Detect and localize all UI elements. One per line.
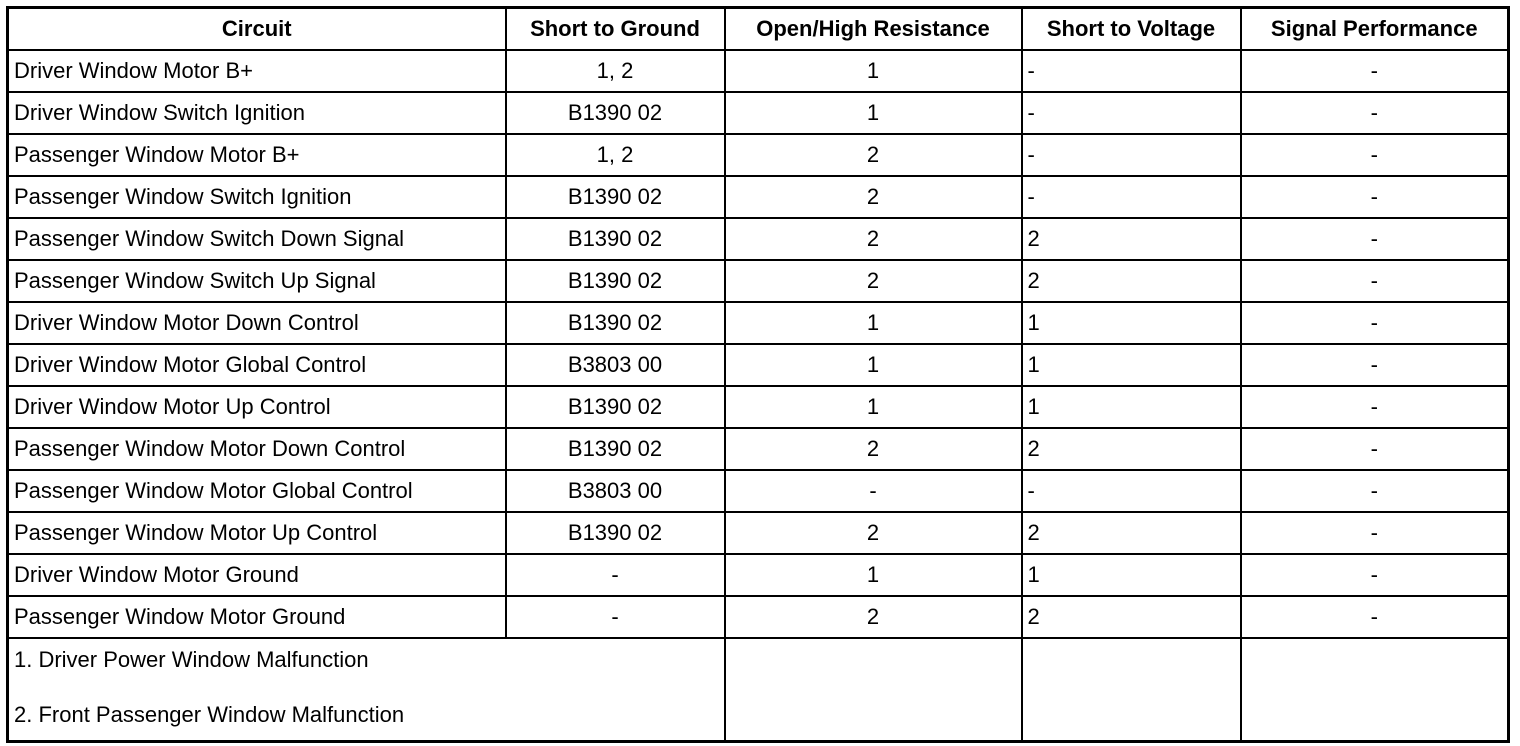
table-row (8, 302, 1509, 344)
notes-empty-cell (1241, 638, 1509, 742)
table-row (8, 176, 1509, 218)
cell-short-to-ground: B1390 02 (506, 260, 725, 302)
table-row (8, 512, 1509, 554)
cell-open-high-resistance: 1 (725, 386, 1022, 428)
circuit-fault-table (6, 6, 1510, 743)
cell-open-high-resistance: 1 (725, 50, 1022, 92)
table-row (8, 470, 1509, 512)
header-signal-performance: Signal Performance (1241, 8, 1509, 51)
cell-short-to-voltage: 2 (1022, 512, 1241, 554)
header-open-high-resistance: Open/High Resistance (725, 8, 1022, 51)
cell-signal-performance: - (1241, 512, 1509, 554)
cell-circuit: Driver Window Motor Up Control (8, 386, 506, 428)
cell-open-high-resistance: 2 (725, 260, 1022, 302)
table-row (8, 50, 1509, 92)
cell-open-high-resistance: 2 (725, 134, 1022, 176)
cell-signal-performance: - (1241, 428, 1509, 470)
cell-short-to-ground: B1390 02 (506, 428, 725, 470)
cell-short-to-voltage: - (1022, 176, 1241, 218)
header-circuit: Circuit (8, 8, 506, 51)
cell-signal-performance: - (1241, 92, 1509, 134)
cell-circuit: Passenger Window Motor Up Control (8, 512, 506, 554)
cell-open-high-resistance: 2 (725, 176, 1022, 218)
table-row (8, 260, 1509, 302)
table-row (8, 134, 1509, 176)
cell-short-to-ground: - (506, 596, 725, 638)
cell-open-high-resistance: 1 (725, 92, 1022, 134)
cell-circuit: Driver Window Switch Ignition (8, 92, 506, 134)
cell-short-to-ground: 1, 2 (506, 50, 725, 92)
cell-circuit: Driver Window Motor Ground (8, 554, 506, 596)
table-row (8, 218, 1509, 260)
cell-circuit: Passenger Window Motor Down Control (8, 428, 506, 470)
cell-open-high-resistance: 2 (725, 512, 1022, 554)
table-row (8, 596, 1509, 638)
note-2: 2. Front Passenger Window Malfunction (14, 702, 405, 727)
cell-short-to-ground: B1390 02 (506, 512, 725, 554)
cell-short-to-voltage: 1 (1022, 554, 1241, 596)
cell-open-high-resistance: 1 (725, 344, 1022, 386)
cell-short-to-ground: B1390 02 (506, 218, 725, 260)
header-short-to-voltage: Short to Voltage (1022, 8, 1241, 51)
notes-empty-cell (1022, 638, 1241, 742)
cell-short-to-ground: B1390 02 (506, 386, 725, 428)
cell-short-to-ground: - (506, 554, 725, 596)
table-row (8, 428, 1509, 470)
cell-circuit: Passenger Window Motor B+ (8, 134, 506, 176)
cell-short-to-voltage: - (1022, 470, 1241, 512)
cell-open-high-resistance: 2 (725, 218, 1022, 260)
cell-signal-performance: - (1241, 596, 1509, 638)
cell-short-to-ground: B3803 00 (506, 344, 725, 386)
cell-short-to-voltage: 2 (1022, 260, 1241, 302)
table-row (8, 386, 1509, 428)
cell-short-to-voltage: - (1022, 50, 1241, 92)
cell-circuit: Passenger Window Switch Ignition (8, 176, 506, 218)
cell-signal-performance: - (1241, 260, 1509, 302)
cell-short-to-voltage: 2 (1022, 218, 1241, 260)
cell-circuit: Passenger Window Switch Down Signal (8, 218, 506, 260)
cell-short-to-voltage: - (1022, 134, 1241, 176)
notes-row (8, 638, 1509, 742)
notes-cell (8, 638, 725, 742)
cell-open-high-resistance: 2 (725, 428, 1022, 470)
cell-short-to-ground: 1, 2 (506, 134, 725, 176)
cell-short-to-ground: B1390 02 (506, 176, 725, 218)
cell-open-high-resistance: 1 (725, 554, 1022, 596)
cell-short-to-ground: B1390 02 (506, 302, 725, 344)
table-body (8, 50, 1509, 742)
cell-signal-performance: - (1241, 134, 1509, 176)
cell-signal-performance: - (1241, 554, 1509, 596)
cell-short-to-voltage: 1 (1022, 302, 1241, 344)
cell-signal-performance: - (1241, 344, 1509, 386)
cell-open-high-resistance: 2 (725, 596, 1022, 638)
table-header-row (8, 8, 1509, 51)
cell-short-to-ground: B3803 00 (506, 470, 725, 512)
cell-circuit: Driver Window Motor Down Control (8, 302, 506, 344)
header-short-to-ground: Short to Ground (506, 8, 725, 51)
cell-short-to-voltage: 2 (1022, 428, 1241, 470)
cell-short-to-voltage: 1 (1022, 386, 1241, 428)
cell-short-to-voltage: 2 (1022, 596, 1241, 638)
table-row (8, 554, 1509, 596)
cell-short-to-voltage: 1 (1022, 344, 1241, 386)
cell-open-high-resistance: 1 (725, 302, 1022, 344)
cell-short-to-voltage: - (1022, 92, 1241, 134)
cell-signal-performance: - (1241, 386, 1509, 428)
notes-empty-cell (725, 638, 1022, 742)
cell-circuit: Passenger Window Switch Up Signal (8, 260, 506, 302)
cell-signal-performance: - (1241, 302, 1509, 344)
table-row (8, 344, 1509, 386)
cell-circuit: Passenger Window Motor Ground (8, 596, 506, 638)
note-1: 1. Driver Power Window Malfunction (14, 647, 369, 672)
cell-short-to-ground: B1390 02 (506, 92, 725, 134)
cell-circuit: Driver Window Motor B+ (8, 50, 506, 92)
cell-open-high-resistance: - (725, 470, 1022, 512)
cell-circuit: Driver Window Motor Global Control (8, 344, 506, 386)
table-row (8, 92, 1509, 134)
cell-signal-performance: - (1241, 176, 1509, 218)
cell-signal-performance: - (1241, 50, 1509, 92)
cell-circuit: Passenger Window Motor Global Control (8, 470, 506, 512)
cell-signal-performance: - (1241, 218, 1509, 260)
cell-signal-performance: - (1241, 470, 1509, 512)
